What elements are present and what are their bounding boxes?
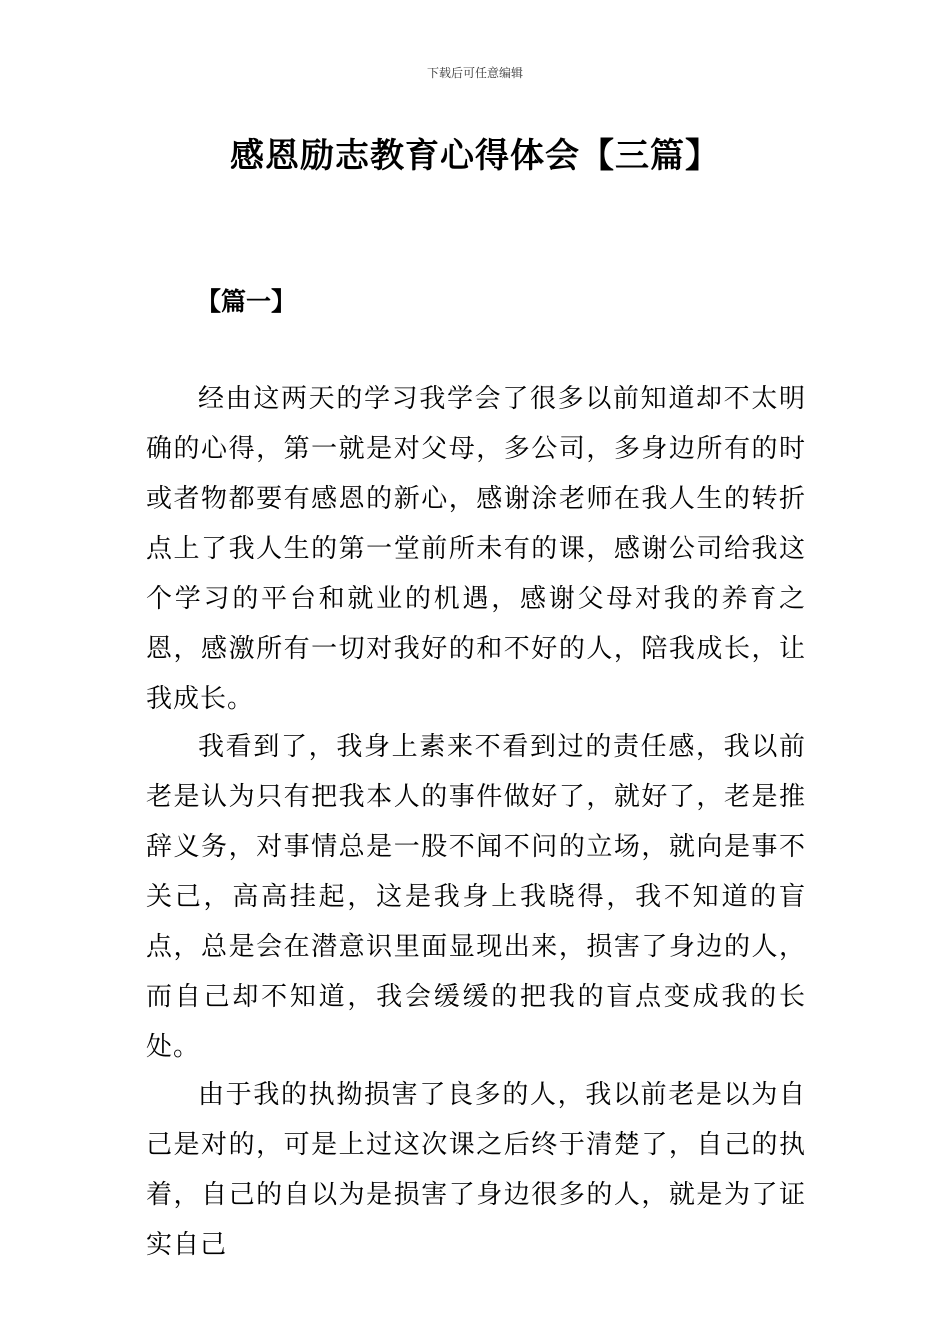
- header-note: 下载后可任意编辑: [426, 66, 523, 80]
- paragraph-3: 由于我的执拗损害了良多的人，我以前老是以为自己是对的，可是上过这次课之后终于清楚了，自己的执着，自己的自以为是损害了身边很多的人，就是为了证实自己: [146, 1080, 806, 1260]
- paragraph-1: 经由这两天的学习我学会了很多以前知道却不太明确的心得，第一就是对父母，多公司，多身边所有的时或者物都要有感恩的新心，感谢涂老师在我人生的转折点上了我人生的第一堂前所未有的课，感谢公司给我这个学习的平台和就业的机遇，感谢父母对我的养育之恩，感激所有一切对我好的和不好的人，陪我成长，让我成长。: [146, 384, 806, 714]
- document-title: 感恩励志教育心得体会【三篇】: [230, 136, 720, 176]
- paragraph-2: 我看到了，我身上素来不看到过的责任感，我以前老是认为只有把我本人的事件做好了，就好了，老是推辞义务，对事情总是一股不闻不问的立场，就向是事不关己，高高挂起，这是我身上我晓得，我不知道的盲点，总是会在潜意识里面显现出来，损害了身边的人，而自己却不知道，我会缓缓的把我的盲点变成我的长处。: [146, 732, 806, 1062]
- section-heading: 【篇一】: [196, 287, 297, 316]
